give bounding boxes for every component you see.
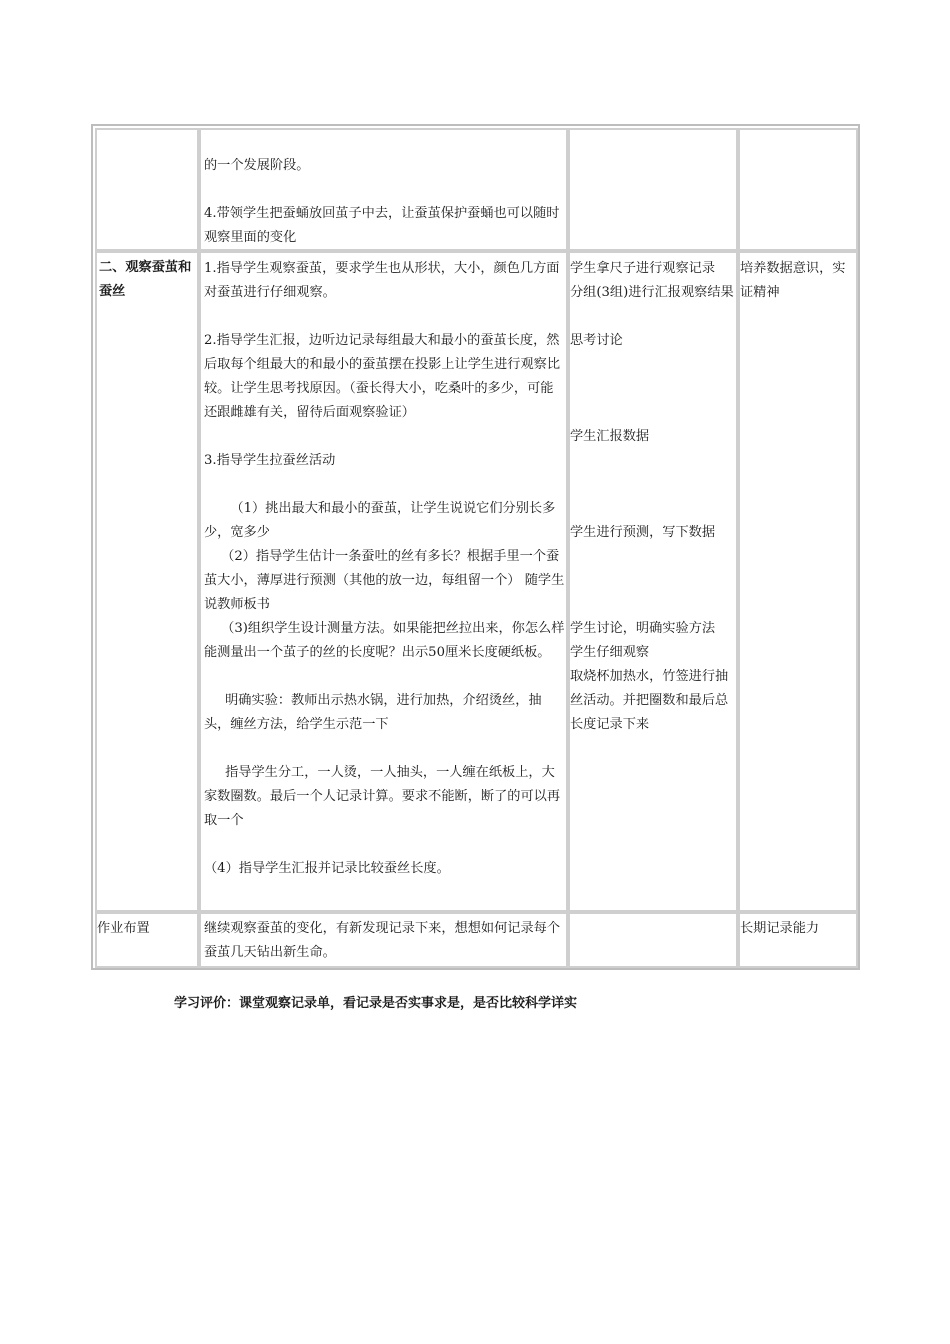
row2-col2	[199, 251, 568, 912]
step-3: 3.指导学生拉蚕丝活动	[204, 453, 336, 468]
row3-col3	[568, 912, 738, 968]
row2-col3	[568, 251, 738, 912]
homework-text: 继续观察蚕茧的变化，有新发现记录下来，想想如何记录每个蚕茧几天钻出新生命。	[204, 921, 561, 960]
row1-col1	[95, 128, 199, 251]
student-activity-4: 学生汇报数据	[570, 429, 650, 444]
student-activity-6: 学生讨论，明确实验方法	[570, 621, 716, 636]
step-3-1: （1）挑出最大和最小的蚕茧，让学生说说它们分别长多少，宽多少	[204, 501, 556, 540]
section-title: 二、观察蚕茧和蚕丝	[99, 260, 192, 299]
lesson-plan-table	[91, 124, 860, 970]
step-3-3: （3)组织学生设计测量方法。如果能把丝拉出来，你怎么样能测量出一个茧子的丝的长度呢？出示50厘米长度硬纸板。	[204, 621, 565, 660]
step-3-experiment: 明确实验：教师出示热水锅，进行加热，介绍烫丝，抽头，缠丝方法，给学生示范一下	[204, 693, 542, 732]
row2-col4	[738, 251, 858, 912]
step-2: 2.指导学生汇报，边听边记录每组最大和最小的蚕茧长度，然后取每个组最大的和最小的蚕茧摆在投影上让学生进行观察比较。让学生思考找原因。（蚕长得大小，吃桑叶的多少，可能还跟雌雄有关，留待后面观察验证）	[204, 333, 561, 420]
step-4: （4）指导学生汇报并记录比较蚕丝长度。	[204, 861, 450, 876]
step-1: 1.指导学生观察蚕茧，要求学生也从形状，大小，颜色几方面对蚕茧进行仔细观察。	[204, 261, 560, 300]
learning-evaluation: 学习评价：课堂观察记录单，看记录是否实事求是，是否比较科学详实	[174, 996, 578, 1011]
homework-intent: 长期记录能力	[740, 921, 820, 936]
student-activity-8: 取烧杯加热水，竹签进行抽丝活动。并把圈数和最后总长度记录下来	[570, 669, 729, 732]
row1-col4	[738, 128, 858, 251]
row3-col2	[199, 912, 568, 968]
row3-col4	[738, 912, 858, 968]
row1-col2	[199, 128, 568, 251]
student-activity-2: 分组(3组)进行汇报观察结果	[570, 285, 734, 300]
step-3-division: 指导学生分工，一人烫，一人抽头，一人缠在纸板上，大家数圈数。最后一个人记录计算。要求不能断，断了的可以再取一个	[204, 765, 561, 828]
student-activity-1: 学生拿尺子进行观察记录	[570, 261, 716, 276]
design-intent: 培养数据意识，实证精神	[740, 261, 846, 300]
student-activity-5: 学生进行预测，写下数据	[570, 525, 716, 540]
row3-col1	[95, 912, 199, 968]
row1-text-1: 的一个发展阶段。	[204, 158, 310, 173]
homework-label: 作业布置	[97, 921, 150, 936]
step-3-2: （2）指导学生估计一条蚕吐的丝有多长？根据手里一个蚕茧大小，薄厚进行预测（其他的放一边，每组留一个） 随学生说教师板书	[204, 549, 565, 612]
row1-text-2: 4.带领学生把蚕蛹放回茧子中去，让蚕茧保护蚕蛹也可以随时观察里面的变化	[204, 206, 560, 245]
student-activity-7: 学生仔细观察	[570, 645, 650, 660]
row1-col3	[568, 128, 738, 251]
student-activity-3: 思考讨论	[570, 333, 623, 348]
row2-col1	[95, 251, 199, 912]
